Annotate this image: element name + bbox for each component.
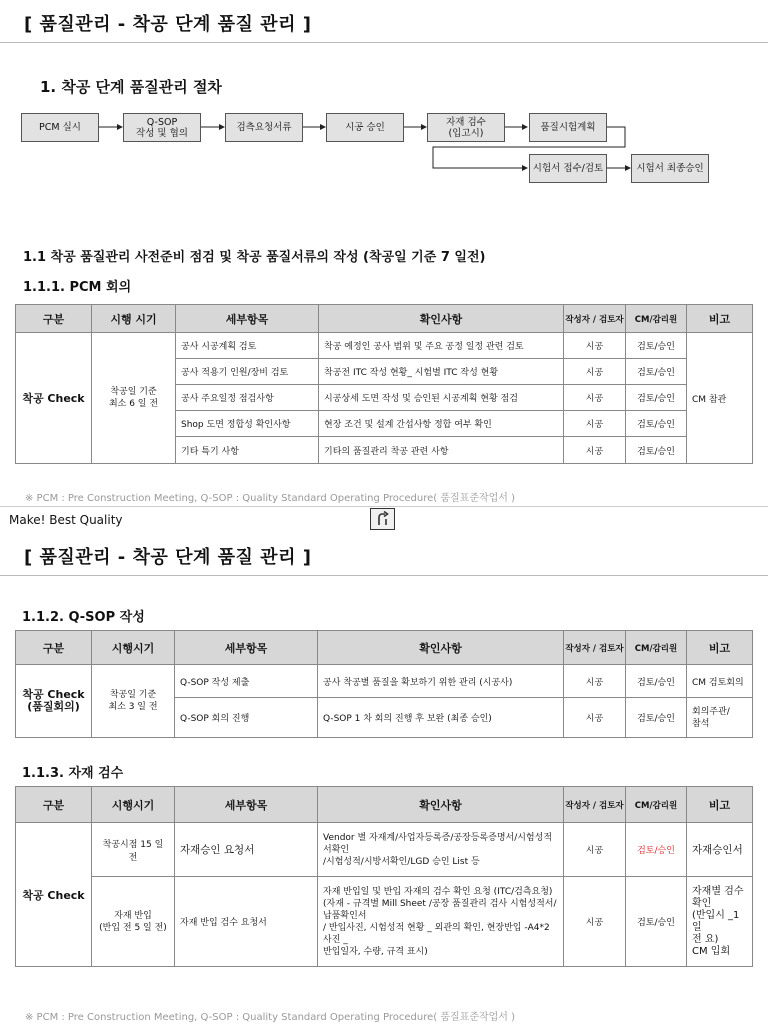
- item-cell: 공사 적용기 인원/장비 검토: [176, 359, 319, 385]
- writer-cell: 시공: [564, 411, 626, 437]
- item-cell: Shop 도면 정합성 확인사항: [176, 411, 319, 437]
- timing-cell: 자재 반입 (반입 전 5 일 전): [92, 877, 175, 967]
- col-header: 세부항목: [175, 787, 318, 823]
- flow-step-material-inspection: 자재 검수 (입고시): [427, 113, 505, 142]
- check-cell: 착공 예정인 공사 범위 및 주요 공정 일정 관련 검토: [319, 333, 564, 359]
- col-header: CM/감리원: [626, 631, 687, 665]
- col-header: 작성자 / 검토자: [564, 631, 626, 665]
- cm-cell: 검토/승인: [626, 359, 687, 385]
- flow-step-final-approval: 시험서 최종승인: [631, 154, 709, 183]
- col-header: 구분: [16, 305, 92, 333]
- cm-cell: 검토/승인: [626, 333, 687, 359]
- group-cell: 착공 Check (품질회의): [16, 665, 92, 738]
- note-cell: CM 참관: [687, 333, 753, 464]
- check-cell: Q-SOP 1 차 회의 진행 후 보완 (최종 승인): [318, 698, 564, 738]
- col-header: 작성자 / 검토자: [564, 787, 626, 823]
- item-cell: Q-SOP 회의 진행: [175, 698, 318, 738]
- col-header: CM/감리원: [626, 787, 687, 823]
- page-title: [ 품질관리 - 착공 단계 품질 관리 ]: [24, 547, 312, 568]
- col-header: 작성자 / 검토자: [564, 305, 626, 333]
- col-header: 비고: [687, 787, 753, 823]
- qsop-table: [15, 630, 753, 738]
- check-cell: 공사 착공별 품질을 확보하기 위한 관리 (시공사): [318, 665, 564, 698]
- col-header: 구분: [16, 787, 92, 823]
- writer-cell: 시공: [564, 359, 626, 385]
- subsection-title: 1.1 착공 품질관리 사전준비 점검 및 착공 품질서류의 작성 (착공일 기준 7 일전): [23, 250, 486, 265]
- col-header: 확인사항: [318, 631, 564, 665]
- qsop-heading: 1.1.2. Q-SOP 작성: [22, 610, 145, 625]
- note-cell: CM 검토회의: [687, 665, 753, 698]
- note-cell: 회의주관/ 참석: [687, 698, 753, 738]
- pcm-table: [15, 304, 753, 464]
- item-cell: 기타 특기 사항: [176, 437, 319, 464]
- writer-cell: 시공: [564, 823, 626, 877]
- slide-separator: [0, 506, 768, 507]
- flow-step-qsop: Q-SOP 작성 및 협의: [123, 113, 201, 142]
- writer-cell: 시공: [564, 665, 626, 698]
- group-cell: 착공 Check: [16, 823, 92, 967]
- col-header: 시행 시기: [92, 305, 176, 333]
- item-cell: 공사 시공계획 검토: [176, 333, 319, 359]
- check-cell: 현장 조건 및 설계 간섭사항 정합 여부 확인: [319, 411, 564, 437]
- flow-step-test-review: 시험서 접수/검토: [529, 154, 607, 183]
- timing-cell: 착공일 기준 최소 6 일 전: [92, 333, 176, 464]
- cm-cell: 검토/승인: [626, 877, 687, 967]
- timing-cell: 착공일 기준 최소 3 일 전: [92, 665, 175, 738]
- item-cell: 공사 주요일정 점검사항: [176, 385, 319, 411]
- check-cell: 자재 반입일 및 반입 자재의 검수 확인 요청 (ITC/검측요청) (자재 - 규격별 Mill Sheet /공장 품질관리 검사 시험성적서/납품확인서 / 반입사진, 시험성적 현황 _ 외관의 확인, 현장반입 -A4*2 사진 _ 반입일자, 수량, 규격 표시): [318, 877, 564, 967]
- cm-cell: 검토/승인: [626, 411, 687, 437]
- footnote: ※ PCM : Pre Construction Meeting, Q-SOP : Quality Standard Operating Procedure( 품질표준작업서 ): [25, 1012, 516, 1023]
- check-cell: 착공전 ITC 작성 현황_ 시험별 ITC 작성 현황: [319, 359, 564, 385]
- item-cell: 자재승인 요청서: [175, 823, 318, 877]
- material-table: [15, 786, 753, 967]
- title-divider: [0, 575, 768, 576]
- writer-cell: 시공: [564, 385, 626, 411]
- cm-cell: 검토/승인: [626, 698, 687, 738]
- col-header: 시행시기: [92, 787, 175, 823]
- check-cell: Vendor 별 자재계/사업자등록증/공장등록증명서/시험성적서확인 /시험성적/시방서확인/LGD 승인 List 등: [318, 823, 564, 877]
- note-cell: 자재별 검수확인 (반입시 _1 일 전 요) CM 입회: [687, 877, 753, 967]
- footnote: ※ PCM : Pre Construction Meeting, Q-SOP : Quality Standard Operating Procedure( 품질표준작업서 ): [25, 493, 516, 504]
- material-heading: 1.1.3. 자재 검수: [22, 766, 124, 781]
- flow-step-inspection-request: 검측요청서류: [225, 113, 303, 142]
- cm-cell: 검토/승인: [626, 823, 687, 877]
- check-cell: 기타의 품질관리 착공 관련 사항: [319, 437, 564, 464]
- return-up-button[interactable]: [370, 508, 395, 530]
- writer-cell: 시공: [564, 437, 626, 464]
- col-header: 확인사항: [319, 305, 564, 333]
- col-header: CM/감리원: [626, 305, 687, 333]
- item-cell: 자재 반입 검수 요청서: [175, 877, 318, 967]
- col-header: 시행시기: [92, 631, 175, 665]
- col-header: 비고: [687, 631, 753, 665]
- col-header: 세부항목: [175, 631, 318, 665]
- writer-cell: 시공: [564, 698, 626, 738]
- flow-step-pcm: PCM 실시: [21, 113, 99, 142]
- flow-step-test-plan: 품질시험계획: [529, 113, 607, 142]
- cm-cell: 검토/승인: [626, 385, 687, 411]
- col-header: 세부항목: [176, 305, 319, 333]
- brand-text: Make! Best Quality: [9, 513, 123, 527]
- timing-cell: 착공시점 15 일 전: [92, 823, 175, 877]
- pcm-heading: 1.1.1. PCM 회의: [23, 280, 132, 295]
- writer-cell: 시공: [564, 333, 626, 359]
- col-header: 비고: [687, 305, 753, 333]
- flow-step-construction-approval: 시공 승인: [326, 113, 404, 142]
- check-cell: 시공상세 도면 작성 및 승인된 시공계획 현황 점검: [319, 385, 564, 411]
- section-title: 1. 착공 단계 품질관리 절차: [40, 78, 222, 96]
- cm-cell: 검토/승인: [626, 437, 687, 464]
- item-cell: Q-SOP 작성 제출: [175, 665, 318, 698]
- col-header: 확인사항: [318, 787, 564, 823]
- group-cell: 착공 Check: [16, 333, 92, 464]
- writer-cell: 시공: [564, 877, 626, 967]
- cm-cell: 검토/승인: [626, 665, 687, 698]
- col-header: 구분: [16, 631, 92, 665]
- note-cell: 자재승인서: [687, 823, 753, 877]
- page-title: [ 품질관리 - 착공 단계 품질 관리 ]: [24, 14, 312, 35]
- return-up-icon: [375, 511, 391, 527]
